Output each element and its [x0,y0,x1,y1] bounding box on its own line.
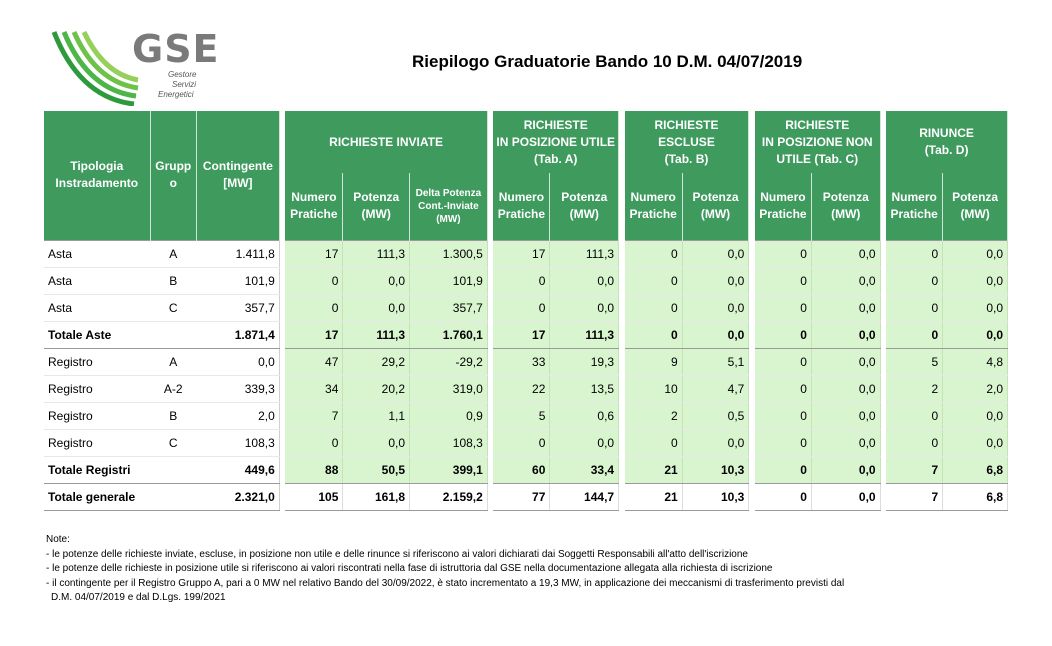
header-potenza: Potenza (MW) [682,173,749,240]
cell-value: 0,0 [343,429,410,456]
cell-gruppo: A [150,240,196,267]
cell-value: 0,6 [550,402,619,429]
cell-value: 0,0 [811,402,880,429]
header-richieste-utile: RICHIESTE IN POSIZIONE UTILE (Tab. A) [493,111,618,173]
cell-value: 0 [886,321,943,348]
cell-value: 0,0 [811,348,880,375]
cell-value: 0,5 [682,402,749,429]
logo-word: GSE [132,27,220,71]
cell-value: 60 [493,456,550,483]
cell-value: 0,0 [943,402,1008,429]
header-delta: Delta Potenza Cont.-Inviate (MW) [410,173,488,240]
header-numero: Numero Pratiche [886,173,943,240]
note-line: D.M. 04/07/2019 e dal D.Lgs. 199/2021 [51,592,226,603]
cell-value: 5,1 [682,348,749,375]
cell-value: 0,0 [943,267,1008,294]
cell-value: 7 [886,456,943,483]
cell-gruppo: A [150,348,196,375]
cell-value: 0 [755,429,812,456]
cell-value: 0 [285,267,343,294]
cell-value: 10,3 [682,456,749,483]
cell-value: 13,5 [550,375,619,402]
header-numero: Numero Pratiche [285,173,343,240]
gse-swoosh-icon [50,28,140,106]
note-line: Note: [46,534,70,545]
table-row [44,456,1008,483]
logo-sub-3: Energetici [158,90,194,99]
cell-value: 9 [625,348,683,375]
table-row [44,429,1008,456]
cell-value: 0 [755,483,812,510]
cell-contingente: 0,0 [196,348,279,375]
cell-value: 0 [493,267,550,294]
cell-value: 111,3 [550,321,619,348]
cell-value: 0,0 [811,294,880,321]
cell-value: 47 [285,348,343,375]
cell-value: 21 [625,483,683,510]
cell-value: -29,2 [410,348,488,375]
cell-tipologia: Asta [44,267,150,294]
cell-value: 1.300,5 [410,240,488,267]
logo-sub-1: Gestore [168,70,197,79]
cell-value: 0,0 [343,294,410,321]
cell-value: 0 [755,375,812,402]
cell-value: 0,0 [550,429,619,456]
cell-value: 17 [493,240,550,267]
header-potenza: Potenza (MW) [811,173,880,240]
cell-value: 0,0 [943,429,1008,456]
table-row [44,375,1008,402]
header-contingente: Contingente [MW] [196,111,279,240]
cell-value: 0,0 [943,240,1008,267]
cell-gruppo: C [150,429,196,456]
page-title: Riepilogo Graduatorie Bando 10 D.M. 04/07/2019 [412,52,803,71]
gse-logo [50,27,220,106]
cell-value: 2,0 [943,375,1008,402]
cell-value: 0 [755,240,812,267]
cell-value: 0,0 [682,267,749,294]
cell-gruppo [150,321,196,348]
cell-tipologia: Totale Registri [44,456,150,483]
cell-value: 0,0 [943,321,1008,348]
header-potenza: Potenza (MW) [943,173,1008,240]
table-row [44,294,1008,321]
cell-contingente: 1.871,4 [196,321,279,348]
cell-tipologia: Registro [44,429,150,456]
cell-value: 399,1 [410,456,488,483]
cell-value: 0 [625,429,683,456]
header-potenza: Potenza (MW) [343,173,410,240]
cell-value: 4,7 [682,375,749,402]
cell-value: 0,0 [550,294,619,321]
cell-value: 0 [285,294,343,321]
cell-tipologia: Registro [44,375,150,402]
cell-value: 0,0 [811,240,880,267]
cell-value: 0,0 [682,429,749,456]
cell-value: 0,0 [943,294,1008,321]
cell-value: 10 [625,375,683,402]
cell-value: 6,8 [943,456,1008,483]
cell-value: 0 [886,402,943,429]
cell-contingente: 339,3 [196,375,279,402]
table-row [44,267,1008,294]
cell-value: 20,2 [343,375,410,402]
cell-value: 0 [755,456,812,483]
cell-value: 0 [755,348,812,375]
cell-tipologia: Totale Aste [44,321,150,348]
cell-contingente: 2.321,0 [196,483,279,510]
cell-value: 0 [886,267,943,294]
cell-value: 0 [625,267,683,294]
cell-value: 17 [493,321,550,348]
cell-value: 7 [285,402,343,429]
table-row [44,483,1008,510]
cell-value: 161,8 [343,483,410,510]
cell-value: 21 [625,456,683,483]
cell-gruppo [150,483,196,510]
cell-value: 111,3 [550,240,619,267]
cell-value: 0,0 [811,456,880,483]
cell-value: 5 [886,348,943,375]
cell-value: 22 [493,375,550,402]
header-numero: Numero Pratiche [493,173,550,240]
cell-value: 108,3 [410,429,488,456]
table-row [44,402,1008,429]
cell-value: 0,0 [811,429,880,456]
cell-value: 0 [755,294,812,321]
cell-value: 0 [886,240,943,267]
cell-value: 111,3 [343,240,410,267]
cell-contingente: 1.411,8 [196,240,279,267]
cell-value: 144,7 [550,483,619,510]
cell-gruppo: B [150,267,196,294]
cell-value: 0,9 [410,402,488,429]
cell-value: 0,0 [682,321,749,348]
cell-value: 17 [285,321,343,348]
cell-value: 4,8 [943,348,1008,375]
header-numero: Numero Pratiche [625,173,683,240]
cell-contingente: 101,9 [196,267,279,294]
cell-value: 0,0 [682,294,749,321]
cell-value: 357,7 [410,294,488,321]
cell-value: 0 [493,429,550,456]
graduatorie-table [44,111,1008,511]
cell-value: 0 [886,294,943,321]
cell-value: 0,0 [811,267,880,294]
cell-value: 0 [755,402,812,429]
table-row [44,321,1008,348]
cell-value: 2 [886,375,943,402]
cell-tipologia: Registro [44,402,150,429]
header-rinunce: RINUNCE (Tab. D) [886,111,1007,173]
cell-gruppo: A-2 [150,375,196,402]
cell-tipologia: Totale generale [44,483,150,510]
cell-value: 17 [285,240,343,267]
note-line: - le potenze delle richieste in posizione utile si riferiscono ai valori riscontrati nella fase di istruttoria dal GSE nella documentazione allegata alla richiesta di iscrizione [46,563,773,574]
cell-value: 0 [755,321,812,348]
header-richieste-escluse: RICHIESTE ESCLUSE (Tab. B) [625,111,749,173]
cell-value: 0 [755,267,812,294]
cell-gruppo: B [150,402,196,429]
cell-value: 6,8 [943,483,1008,510]
cell-value: 0,0 [550,267,619,294]
cell-value: 0 [625,240,683,267]
cell-tipologia: Asta [44,294,150,321]
note-line: - le potenze delle richieste inviate, escluse, in posizione non utile e delle rinunce si riferiscono ai valori dichiarati dai Soggetti Responsabili all'atto dell'iscrizione [46,548,748,560]
header-richieste-inviate: RICHIESTE INVIATE [285,111,487,173]
cell-value: 2.159,2 [410,483,488,510]
cell-value: 19,3 [550,348,619,375]
cell-gruppo: C [150,294,196,321]
table-row [44,240,1008,267]
cell-value: 29,2 [343,348,410,375]
notes [46,533,1006,606]
cell-value: 0 [285,429,343,456]
cell-contingente: 357,7 [196,294,279,321]
cell-value: 0 [625,321,683,348]
cell-value: 10,3 [682,483,749,510]
header-richieste-non-utile: RICHIESTE IN POSIZIONE NON UTILE (Tab. C) [755,111,880,173]
cell-value: 1,1 [343,402,410,429]
cell-contingente: 108,3 [196,429,279,456]
cell-value: 0,0 [811,483,880,510]
cell-tipologia: Registro [44,348,150,375]
cell-value: 0,0 [343,267,410,294]
cell-value: 5 [493,402,550,429]
cell-tipologia: Asta [44,240,150,267]
cell-contingente: 449,6 [196,456,279,483]
cell-value: 101,9 [410,267,488,294]
cell-value: 0,0 [682,240,749,267]
header-potenza: Potenza (MW) [550,173,619,240]
cell-value: 33,4 [550,456,619,483]
header-numero: Numero Pratiche [755,173,812,240]
cell-value: 34 [285,375,343,402]
cell-value: 1.760,1 [410,321,488,348]
header-gruppo: Grupp o [150,111,196,240]
cell-value: 2 [625,402,683,429]
cell-gruppo [150,456,196,483]
cell-value: 319,0 [410,375,488,402]
cell-value: 50,5 [343,456,410,483]
cell-value: 33 [493,348,550,375]
cell-value: 111,3 [343,321,410,348]
cell-value: 88 [285,456,343,483]
cell-value: 0,0 [811,321,880,348]
cell-value: 0,0 [811,375,880,402]
cell-contingente: 2,0 [196,402,279,429]
table-row [44,348,1008,375]
cell-value: 0 [625,294,683,321]
cell-value: 0 [493,294,550,321]
header-tipologia: Tipologia Instradamento [44,111,150,240]
note-line: - il contingente per il Registro Gruppo A, pari a 0 MW nel relativo Bando del 30/09/2022, è stato incrementato a 19,3 MW, in applicazione dei meccanismi di trasferimento previsti dal [46,577,845,589]
cell-value: 105 [285,483,343,510]
cell-value: 0 [886,429,943,456]
logo-sub-2: Servizi [172,80,197,89]
cell-value: 77 [493,483,550,510]
cell-value: 7 [886,483,943,510]
